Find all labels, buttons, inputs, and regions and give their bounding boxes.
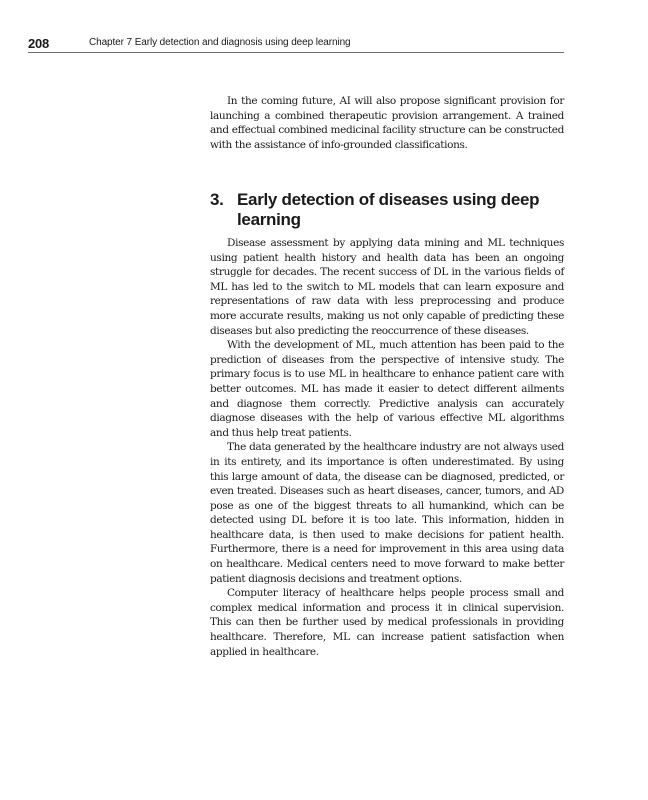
section-title-line1: Early detection of diseases using deep: [237, 190, 540, 209]
body-paragraph: With the development of ML, much attention has been paid to the prediction of diseases from the perspective of intensive study. The primary focus is to use ML in healthcare to enhance patient care with better outcomes. ML has made it easier to detect different ailments and diagnose them correctly. Predictive analysis can accurately diagnose diseases with the help of various effective ML algorithms and thus help treat patients.: [210, 339, 564, 439]
body-paragraph: Computer literacy of healthcare helps people process small and complex medical information and process it in clinical supervision. This can then be further used by medical professionals in providing healthcare. Therefore, ML can increase patient satisfaction when applied in healthcare.: [210, 587, 564, 658]
body-paragraph: The data generated by the healthcare industry are not always used in its entirety, and its importance is often underestimated. By using this large amount of data, the disease can be diagnosed, predicted, or even treated. Diseases such as heart diseases, cancer, tumors, and AD pose as one of the biggest threats to all humankind, which can be detected using DL before it is too late. This information, hidden in healthcare data, is then used to make decisions for patient health. Furthermore, there is a need for improvement in this area using data on healthcare. Medical centers need to move forward to make better patient diagnosis decisions and treatment options.: [210, 441, 564, 585]
intro-paragraph: In the coming future, AI will also propose significant provision for launching a combined therapeutic provision arrangement. A trained and effectual combined medicinal facility structure can be constructed with the assistance of info-grounded classifications.: [210, 95, 564, 151]
chapter-title: Chapter 7 Early detection and diagnosis using deep learning: [89, 37, 351, 48]
section-body: [210, 236, 564, 659]
section-number: 3.: [210, 190, 224, 209]
section-heading: [210, 190, 550, 230]
section-title-line2: learning: [237, 210, 301, 229]
running-header: [28, 36, 564, 53]
body-paragraph: Disease assessment by applying data mining and ML techniques using patient health history and health data has been an ongoing struggle for decades. The recent success of DL in the various fields of ML has led to the switch to ML models that can learn exposure and representations of raw data with less preprocessing and produce more accurate results, making us not only capable of predicting these diseases but also predicting the reoccurrence of these diseases.: [210, 237, 564, 337]
page-number: 208: [28, 36, 50, 51]
intro-block: [210, 94, 564, 152]
